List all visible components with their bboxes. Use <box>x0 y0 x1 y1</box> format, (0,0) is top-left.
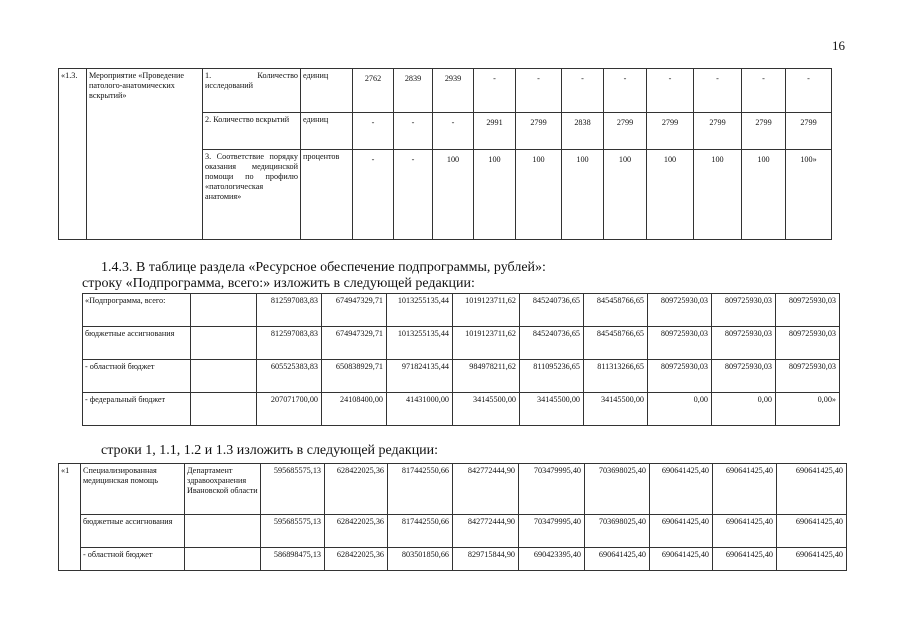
value-cell: 803501850,66 <box>388 548 453 571</box>
value-cell: 817442550,66 <box>388 515 453 548</box>
value-cell: 690641425,40 <box>650 515 713 548</box>
empty-cell <box>191 360 257 393</box>
indicator-cell: 1. Количество исследований <box>203 69 301 113</box>
value-cell: 845458766,65 <box>584 327 648 360</box>
value-cell: 586898475,13 <box>261 548 325 571</box>
value-cell: 605525383,83 <box>257 360 322 393</box>
empty-cell <box>191 294 257 327</box>
value-cell: 809725930,03 <box>712 294 776 327</box>
rows-1-1.3-table <box>58 463 847 571</box>
value-cell: 100» <box>786 150 832 240</box>
section-heading: 1.4.3. В таблице раздела «Ресурсное обеспечение подпрограммы, рублей»: <box>101 260 546 275</box>
value-cell: 984978211,62 <box>453 360 520 393</box>
value-cell: 829715844,90 <box>453 548 519 571</box>
value-cell: 100 <box>647 150 694 240</box>
value-cell: 703479995,40 <box>519 515 585 548</box>
value-cell: - <box>786 69 832 113</box>
value-cell: 809725930,03 <box>776 360 840 393</box>
value-cell: 100 <box>562 150 604 240</box>
value-cell: 1013255135,44 <box>387 327 453 360</box>
page-number: 16 <box>832 38 845 53</box>
value-cell: - <box>562 69 604 113</box>
value-cell: 2799 <box>742 113 786 150</box>
value-cell: - <box>647 69 694 113</box>
value-cell: 24108400,00 <box>322 393 387 426</box>
unit-cell: единиц <box>301 69 353 113</box>
value-cell: 690641425,40 <box>777 548 847 571</box>
row-label: бюджетные ассигнования <box>81 515 185 548</box>
value-cell: 100 <box>474 150 516 240</box>
executor-cell <box>185 548 261 571</box>
value-cell: - <box>433 113 474 150</box>
value-cell: 809725930,03 <box>648 327 712 360</box>
value-cell: 809725930,03 <box>712 327 776 360</box>
event-name: Мероприятие «Проведение патолого-анатомических вскрытий» <box>87 69 203 240</box>
table-row <box>83 294 840 327</box>
table-row <box>59 515 847 548</box>
row-label: - федеральный бюджет <box>83 393 191 426</box>
row-label: бюджетные ассигнования <box>83 327 191 360</box>
row-number: «1 <box>59 464 81 571</box>
value-cell: 971824135,44 <box>387 360 453 393</box>
value-cell: 690641425,40 <box>777 515 847 548</box>
value-cell: 207071700,00 <box>257 393 322 426</box>
table-row <box>83 360 840 393</box>
value-cell: 2991 <box>474 113 516 150</box>
value-cell: 2839 <box>394 69 433 113</box>
value-cell: 845240736,65 <box>520 294 584 327</box>
value-cell: 1019123711,62 <box>453 327 520 360</box>
value-cell: 628422025,36 <box>325 464 388 515</box>
unit-cell: процентов <box>301 150 353 240</box>
empty-cell <box>191 327 257 360</box>
indicator-cell: 3. Соответствие порядку оказания медицинской помощи по профилю «патологическая анатомия» <box>203 150 301 240</box>
value-cell: 809725930,03 <box>712 360 776 393</box>
value-cell: 2939 <box>433 69 474 113</box>
value-cell: - <box>604 69 647 113</box>
unit-cell: единиц <box>301 113 353 150</box>
value-cell: 0,00» <box>776 393 840 426</box>
value-cell: 650838929,71 <box>322 360 387 393</box>
value-cell: 842772444,90 <box>453 515 519 548</box>
value-cell: 690641425,40 <box>713 464 777 515</box>
value-cell: 2799 <box>786 113 832 150</box>
value-cell: 809725930,03 <box>776 327 840 360</box>
value-cell: 845240736,65 <box>520 327 584 360</box>
value-cell: 628422025,36 <box>325 548 388 571</box>
value-cell: - <box>742 69 786 113</box>
value-cell: 2838 <box>562 113 604 150</box>
value-cell: 1019123711,62 <box>453 294 520 327</box>
indicator-cell: 2. Количество вскрытий <box>203 113 301 150</box>
value-cell: 100 <box>694 150 742 240</box>
value-cell: 817442550,66 <box>388 464 453 515</box>
value-cell: - <box>353 113 394 150</box>
value-cell: 690641425,40 <box>713 515 777 548</box>
table-row <box>59 464 847 515</box>
value-cell: 100 <box>604 150 647 240</box>
value-cell: 41431000,00 <box>387 393 453 426</box>
value-cell: 809725930,03 <box>648 294 712 327</box>
value-cell: 690641425,40 <box>650 464 713 515</box>
value-cell: 690641425,40 <box>585 548 650 571</box>
value-cell: 628422025,36 <box>325 515 388 548</box>
row-label: - областной бюджет <box>83 360 191 393</box>
value-cell: 2799 <box>604 113 647 150</box>
value-cell: 595685575,13 <box>261 464 325 515</box>
value-cell: 1013255135,44 <box>387 294 453 327</box>
value-cell: 809725930,03 <box>776 294 840 327</box>
section-subheading: строки 1, 1.1, 1.2 и 1.3 изложить в следующей редакции: <box>101 443 439 458</box>
value-cell: 703479995,40 <box>519 464 585 515</box>
value-cell: 674947329,71 <box>322 294 387 327</box>
executor-cell: Департамент здравоохранения Ивановской области <box>185 464 261 515</box>
value-cell: - <box>394 150 433 240</box>
value-cell: 812597083,83 <box>257 327 322 360</box>
empty-cell <box>191 393 257 426</box>
row-label: «Подпрограмма, всего: <box>83 294 191 327</box>
value-cell: 2762 <box>353 69 394 113</box>
value-cell: - <box>694 69 742 113</box>
value-cell: - <box>474 69 516 113</box>
value-cell: 595685575,13 <box>261 515 325 548</box>
value-cell: 690423395,40 <box>519 548 585 571</box>
value-cell: 0,00 <box>712 393 776 426</box>
table-row <box>59 548 847 571</box>
value-cell: - <box>516 69 562 113</box>
value-cell: 690641425,40 <box>713 548 777 571</box>
value-cell: 100 <box>742 150 786 240</box>
value-cell: 845458766,65 <box>584 294 648 327</box>
value-cell: 2799 <box>694 113 742 150</box>
value-cell: 703698025,40 <box>585 515 650 548</box>
table-row <box>83 327 840 360</box>
value-cell: 34145500,00 <box>520 393 584 426</box>
value-cell: - <box>353 150 394 240</box>
value-cell: 674947329,71 <box>322 327 387 360</box>
indicators-table <box>58 68 832 240</box>
value-cell: 2799 <box>647 113 694 150</box>
value-cell: 100 <box>433 150 474 240</box>
value-cell: 100 <box>516 150 562 240</box>
value-cell: 34145500,00 <box>453 393 520 426</box>
value-cell: 809725930,03 <box>648 360 712 393</box>
value-cell: 2799 <box>516 113 562 150</box>
value-cell: 842772444,90 <box>453 464 519 515</box>
event-number: «1.3. <box>59 69 87 240</box>
value-cell: 812597083,83 <box>257 294 322 327</box>
value-cell: 811095236,65 <box>520 360 584 393</box>
value-cell: 34145500,00 <box>584 393 648 426</box>
value-cell: - <box>394 113 433 150</box>
value-cell: 0,00 <box>648 393 712 426</box>
row-label: - областной бюджет <box>81 548 185 571</box>
value-cell: 811313266,65 <box>584 360 648 393</box>
subprogram-total-table <box>82 293 840 426</box>
executor-cell <box>185 515 261 548</box>
value-cell: 703698025,40 <box>585 464 650 515</box>
table-row <box>83 393 840 426</box>
section-subheading: строку «Подпрограмма, всего:» изложить в следующей редакции: <box>82 276 475 291</box>
table-row <box>59 69 832 113</box>
value-cell: 690641425,40 <box>650 548 713 571</box>
value-cell: 690641425,40 <box>777 464 847 515</box>
row-label: Специализированная медицинская помощь <box>81 464 185 515</box>
